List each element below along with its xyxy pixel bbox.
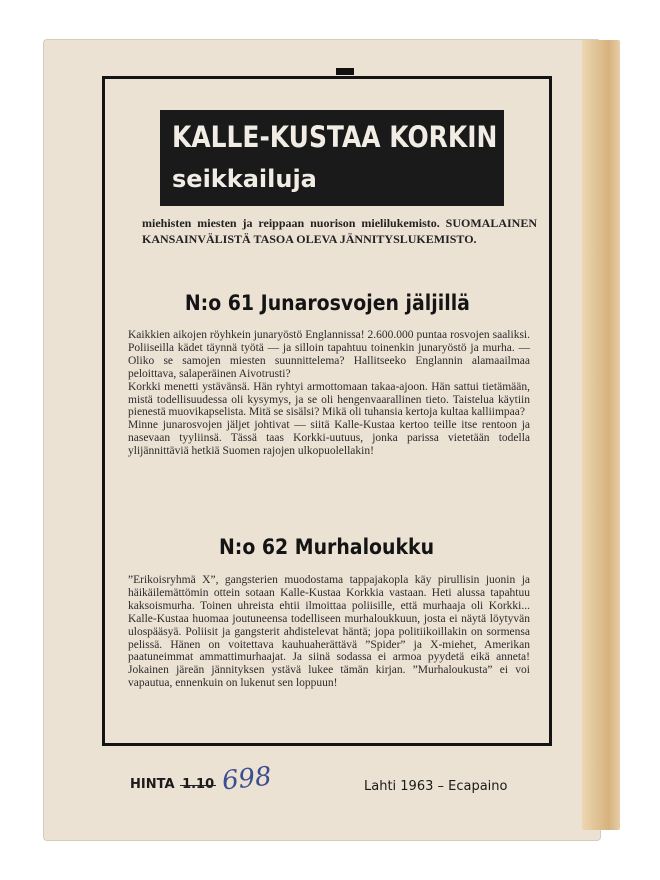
price-label: HINTA xyxy=(130,777,175,792)
spine-edge xyxy=(582,40,620,830)
series-title: KALLE-KUSTAA KORKIN xyxy=(172,120,498,154)
issue-61-title: N:o 61 Junarosvojen jäljillä xyxy=(184,291,470,315)
issue-62-title: N:o 62 Murhaloukku xyxy=(219,535,435,559)
issue-62-paragraph: ”Erikoisryhmä X”, gangsterien muodostama tappajakopla käy pirullisin juonin ja häikäilemättömin ottein sotaan Kalle-Kustaa Korkkia vastaan. Heti alussa tapahtuu kaksoismurha. Toinen uhreista ehtii ilmoittaa poliisille, että murhaaja oli Korkki... Kalle-Kustaa huomaa joutuneensa todelliseen murhaloukkuun, josta ei näytä löytyvän ulospääsyä. Poliisit ja gangsterit ahdistelevat häntä; jopa politiikoillakin on sormensa pelissä. Hänen on voitettava kauhuaherättävä ”Spider” ja X-miehet, Amerikan paatuneimmat ammattimurhaajat. Ja siinä sodassa ei armoa pyydetä eikä anneta! Jokainen järeän jännityksen ystävä lukee tämän kirjan. ”Murhaloukusta” ei voi vapautua, ennenkuin on lukenut sen loppuun! xyxy=(128,574,530,690)
handwritten-price: 698 xyxy=(220,761,274,797)
issue-61-description xyxy=(128,329,530,458)
series-tagline: miehisten miesten ja reippaan nuorison mielilukemisto. SUOMALAINEN KANSAINVÄLISTÄ TASOA OLEVA JÄNNITYSLUKEMISTO. xyxy=(142,216,537,246)
price-line xyxy=(130,777,214,792)
series-banner xyxy=(160,110,504,206)
series-subtitle: seikkailuja xyxy=(172,165,317,193)
issue-61-paragraph: Minne junarosvojen jäljet johtivat — siitä Kalle-Kustaa kertoo teille itse rentoon ja nasevaan tyyliinsä. Tässä taas Korkki-uutuus, jonka parissa vietetään todella ylijännittäviä hetkiä Suomen rajojen ulkopuolellakin! xyxy=(128,419,530,458)
issue-61-paragraph: Korkki menetti ystävänsä. Hän ryhtyi armottomaan takaa-ajoon. Hän sattui tietämään, mistä todellisuudessa oli kysymys, ja se oli hengenvaarallinen tieto. Taistelua käytiin pienestä muovikapselista. Mitä se sisälsi? Mikä oli tuhansia kertoja kultaa kalliimpaa? xyxy=(128,380,530,419)
publisher-line: Lahti 1963 – Ecapaino xyxy=(364,779,508,794)
issue-62-description xyxy=(128,574,530,690)
issue-61-paragraph: Kaikkien aikojen röyhkein junaryöstö Englannissa! 2.600.000 puntaa rosvojen saaliksi. Poliiseilla kädet täynnä työtä — ja silloin tapahtuu toinenkin junaryöstö ja murha. — Oliko se samojen miesten suunnittelema? Hallitseeko Englannin alamaailmaa peloittava, salaperäinen Aivotrusti? xyxy=(128,329,530,380)
frame-notch xyxy=(336,68,354,75)
price-value: 1.10 xyxy=(182,777,215,792)
